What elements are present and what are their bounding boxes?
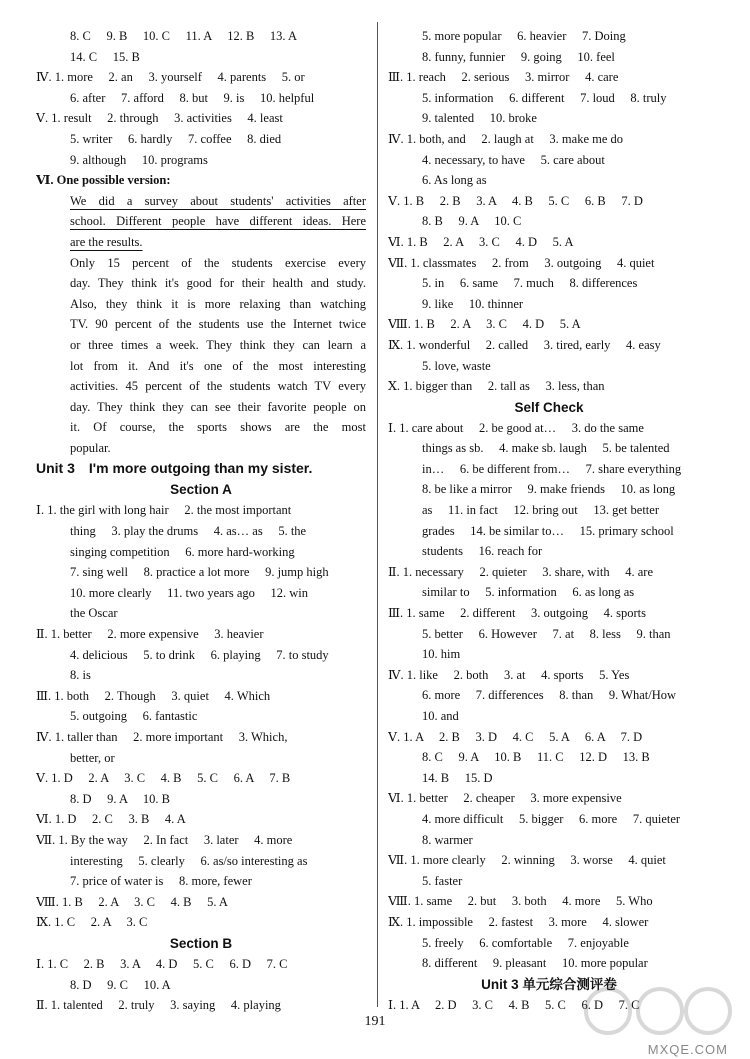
answer-line: 5. better 6. However 7. at 8. less 9. than: [422, 626, 671, 641]
answer-line: lot from it. And it's one of the most interesting: [70, 358, 366, 373]
answer-line: 8. D 9. C 10. A: [70, 977, 171, 992]
answer-line: 4. delicious 5. to drink 6. playing 7. to study: [70, 647, 329, 662]
answer-line: Ⅳ. 1. like 2. both 3. at 4. sports 5. Yes: [388, 667, 630, 682]
answer-line: 8. funny, funnier 9. going 10. feel: [422, 49, 615, 64]
answer-line: Ⅸ. 1. impossible 2. fastest 3. more 4. slower: [388, 914, 649, 929]
answer-line: 8. warmer: [422, 832, 473, 847]
answer-line: singing competition 6. more hard-working: [70, 544, 295, 559]
section-heading: Section B: [169, 935, 233, 951]
answer-line: 6. As long as: [422, 173, 487, 188]
answer-line: 10. and: [422, 709, 459, 723]
answer-line: interesting 5. clearly 6. as/so interesting as: [70, 853, 308, 868]
answer-line: Ⅸ. 1. C 2. A 3. C: [36, 915, 148, 930]
answer-line: school. Different people have different ideas. Here: [70, 214, 366, 229]
answer-line: Ⅵ. 1. D 2. C 3. B 4. A: [36, 812, 186, 827]
answer-line: Only 15 percent of the students exercise every: [70, 255, 366, 270]
answer-line: Ⅵ. 1. better 2. cheaper 3. more expensive: [388, 791, 622, 806]
answer-line: Also, they think it is more relaxing than watching: [70, 296, 366, 311]
answer-line: as 11. in fact 12. bring out 13. get better: [422, 503, 659, 518]
answer-line: Ⅲ. 1. both 2. Though 3. quiet 4. Which: [36, 688, 271, 703]
answer-line: Ⅲ. 1. reach 2. serious 3. mirror 4. care: [388, 70, 619, 85]
answer-line: in… 6. be different from… 7. share everything: [422, 461, 682, 476]
answer-line: Ⅰ. 1. A 2. D 3. C 4. B 5. C 6. D 7. C: [388, 997, 640, 1012]
section-heading: Unit 3 I'm more outgoing than my sister.: [36, 460, 313, 477]
answer-line: 6. after 7. afford 8. but 9. is 10. helpful: [70, 90, 315, 105]
column-divider: [377, 22, 378, 1007]
answer-line: 8. C 9. B 10. C 11. A 12. B 13. A: [70, 29, 297, 43]
answer-line: 4. necessary, to have 5. care about: [422, 152, 605, 167]
answer-line: Ⅵ. One possible version:: [36, 173, 171, 188]
answer-line: Ⅱ. 1. talented 2. truly 3. saying 4. playing: [36, 998, 281, 1013]
answer-line: popular.: [70, 440, 111, 455]
answer-line: 8. is: [70, 668, 91, 683]
answer-line: students 16. reach for: [422, 544, 543, 559]
answer-line: 8. B 9. A 10. C: [422, 214, 522, 229]
answer-line: the Oscar: [70, 606, 118, 621]
answer-line: Ⅴ. 1. result 2. through 3. activities 4. least: [36, 111, 283, 126]
answer-line: 7. price of water is 8. more, fewer: [70, 874, 252, 889]
answer-line: 5. in 6. same 7. much 8. differences: [422, 276, 638, 291]
answer-line: Ⅴ. 1. A 2. B 3. D 4. C 5. A 6. A 7. D: [388, 729, 643, 744]
page-number: 191: [364, 1014, 386, 1029]
answer-line: 5. more popular 6. heavier 7. Doing: [422, 29, 626, 43]
answer-line: Ⅶ. 1. By the way 2. In fact 3. later 4. more: [36, 832, 293, 847]
answer-line: 14. B 15. D: [422, 770, 493, 785]
left-column: [36, 26, 366, 1016]
answer-line: 5. love, waste: [422, 358, 491, 373]
answer-line: Ⅴ. 1. D 2. A 3. C 4. B 5. C 6. A 7. B: [36, 771, 291, 786]
answer-line: Ⅷ. 1. B 2. A 3. C 4. D 5. A: [388, 317, 581, 332]
watermark-text: MXQE.COM: [647, 1042, 728, 1057]
answer-line: 8. be like a mirror 9. make friends 10. as long: [422, 482, 676, 497]
answer-line: We did a survey about students' activities after: [70, 193, 366, 208]
answer-line: 9. although 10. programs: [70, 152, 208, 167]
answer-line: things as sb. 4. make sb. laugh 5. be talented: [422, 441, 670, 456]
answer-line: 8. different 9. pleasant 10. more popular: [422, 956, 648, 971]
answer-line: Ⅶ. 1. classmates 2. from 3. outgoing 4. quiet: [388, 255, 655, 270]
answer-line: 9. like 10. thinner: [422, 296, 524, 311]
answer-line: 10. him: [422, 647, 461, 662]
answer-line: Ⅴ. 1. B 2. B 3. A 4. B 5. C 6. B 7. D: [388, 193, 643, 208]
answer-line: Ⅳ. 1. both, and 2. laugh at 3. make me do: [388, 131, 624, 146]
answer-line: 6. more 7. differences 8. than 9. What/How: [422, 688, 676, 703]
answer-line: Ⅵ. 1. B 2. A 3. C 4. D 5. A: [388, 234, 574, 249]
answer-line: day. They think it's good for their health and study.: [70, 276, 366, 291]
answer-line: it. Of course, the sports shows are the most: [70, 420, 366, 435]
answer-line: similar to 5. information 6. as long as: [422, 585, 635, 600]
answer-line: thing 3. play the drums 4. as… as 5. the: [70, 524, 307, 539]
section-heading: Self Check: [514, 399, 584, 415]
answer-line: 5. writer 6. hardly 7. coffee 8. died: [70, 131, 282, 146]
answer-line: 7. sing well 8. practice a lot more 9. jump high: [70, 565, 329, 580]
answer-line: Ⅹ. 1. bigger than 2. tall as 3. less, than: [388, 379, 605, 394]
section-heading: Unit 3 单元综合测评卷: [481, 976, 617, 992]
answer-line: Ⅳ. 1. taller than 2. more important 3. Which,: [36, 730, 288, 744]
answer-line: 5. outgoing 6. fantastic: [70, 709, 198, 724]
answer-line: Ⅰ. 1. C 2. B 3. A 4. D 5. C 6. D 7. C: [36, 956, 288, 971]
answer-line: Ⅸ. 1. wonderful 2. called 3. tired, early 4. easy: [388, 337, 661, 352]
answer-line: 5. information 6. different 7. loud 8. truly: [422, 90, 667, 105]
answer-line: 10. more clearly 11. two years ago 12. win: [70, 585, 309, 600]
answer-line: TV. 90 percent of the students use the Internet twice: [70, 317, 366, 332]
answer-line: 9. talented 10. broke: [422, 111, 537, 126]
answer-line: 4. more difficult 5. bigger 6. more 7. quieter: [422, 811, 681, 826]
answer-line: 8. D 9. A 10. B: [70, 791, 171, 806]
answer-line: Ⅶ. 1. more clearly 2. winning 3. worse 4. quiet: [388, 853, 666, 868]
answer-line: activities. 45 percent of the students watch TV every: [70, 379, 366, 394]
answer-line: Ⅰ. 1. care about 2. be good at… 3. do the same: [388, 420, 644, 435]
answer-line: 5. faster: [422, 873, 463, 888]
answer-line: 5. freely 6. comfortable 7. enjoyable: [422, 935, 629, 950]
answer-line: Ⅱ. 1. better 2. more expensive 3. heavier: [36, 627, 264, 642]
answer-line: Ⅷ. 1. B 2. A 3. C 4. B 5. A: [36, 894, 228, 909]
answer-line: are the results.: [70, 234, 143, 249]
answer-line: grades 14. be similar to… 15. primary school: [422, 523, 674, 538]
answer-line: Ⅰ. 1. the girl with long hair 2. the most important: [36, 503, 292, 518]
answer-line: 14. C 15. B: [70, 49, 140, 64]
answer-line: better, or: [70, 750, 115, 765]
answer-line: Ⅲ. 1. same 2. different 3. outgoing 4. sports: [388, 606, 646, 621]
answer-line: 8. C 9. A 10. B 11. C 12. D 13. B: [422, 750, 650, 765]
answer-line: day. They think they can see their favorite people on: [70, 399, 366, 414]
answer-line: Ⅳ. 1. more 2. an 3. yourself 4. parents 5. or: [36, 70, 305, 85]
answer-line: Ⅷ. 1. same 2. but 3. both 4. more 5. Who: [388, 894, 653, 909]
section-heading: Section A: [170, 482, 232, 498]
right-column: [388, 26, 710, 1015]
answer-line: or three times a week. They think they can learn a: [70, 337, 366, 352]
answer-line: Ⅱ. 1. necessary 2. quieter 3. share, with 4. are: [388, 564, 654, 579]
